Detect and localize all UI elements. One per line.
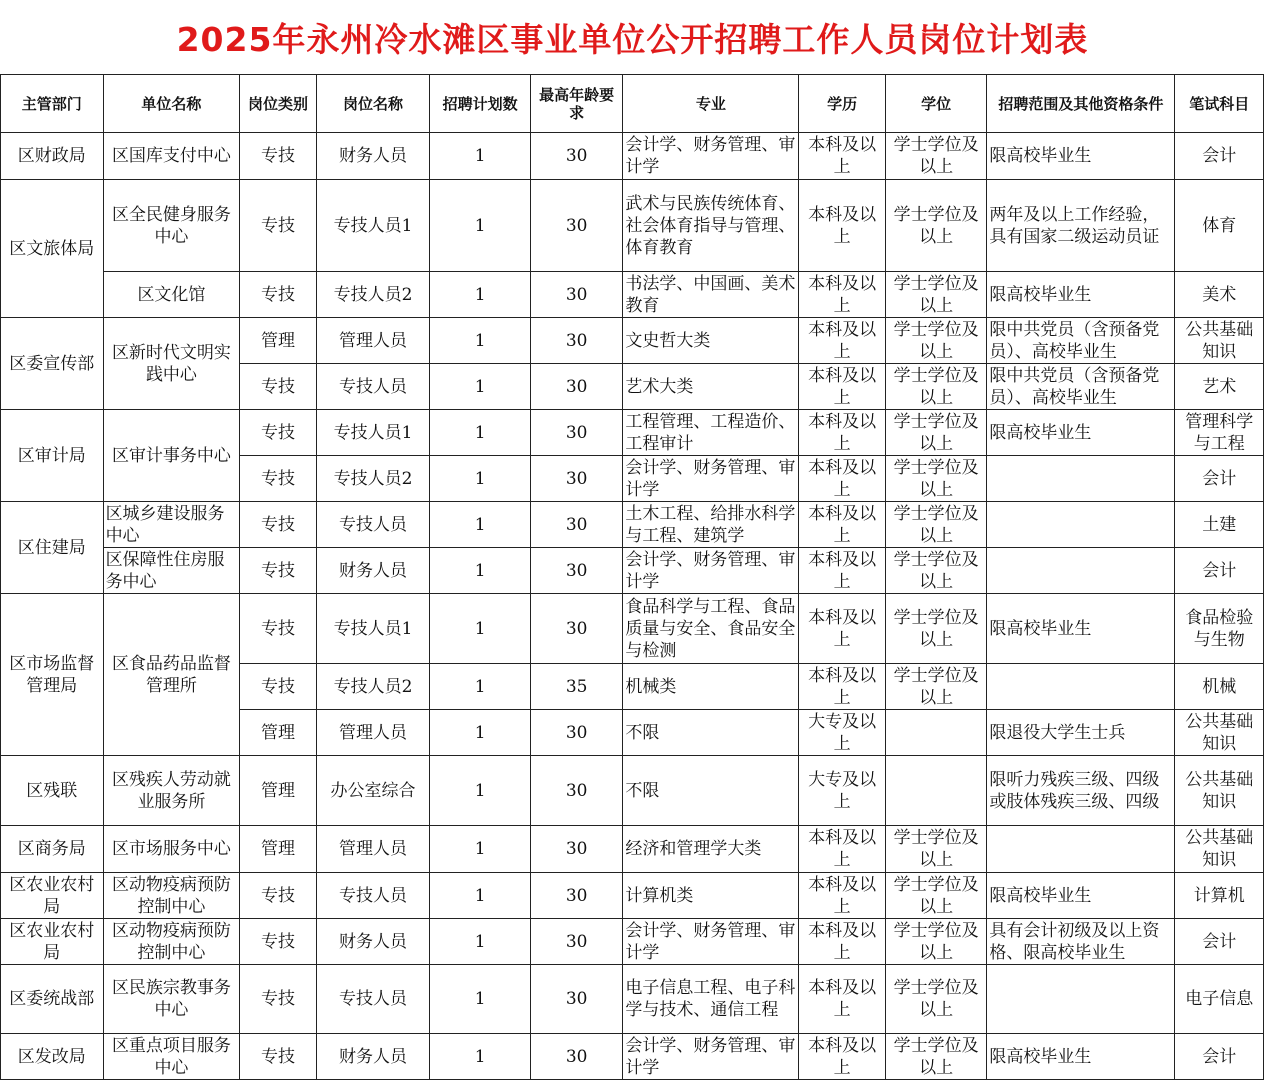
unit-cell: 区动物疫病预防控制中心 [103, 873, 240, 919]
subject-cell: 会计 [1175, 133, 1264, 180]
degree-cell: 学士学位及以上 [885, 919, 987, 965]
scope-cell [987, 456, 1175, 502]
edu-cell: 大专及以上 [799, 756, 885, 826]
scope-cell: 两年及以上工作经验，具有国家二级运动员证 [987, 180, 1175, 272]
age-cell: 30 [530, 272, 623, 318]
table-row [1, 502, 1264, 548]
count-cell: 1 [430, 502, 531, 548]
category-cell: 专技 [240, 364, 316, 410]
table-row [1, 756, 1264, 826]
degree-cell: 学士学位及以上 [885, 502, 987, 548]
subject-cell: 公共基础知识 [1175, 710, 1264, 756]
age-cell: 30 [530, 502, 623, 548]
column-header: 招聘计划数 [430, 75, 531, 133]
degree-cell: 学士学位及以上 [885, 456, 987, 502]
subject-cell: 计算机 [1175, 873, 1264, 919]
scope-cell: 限听力残疾三级、四级或肢体残疾三级、四级 [987, 756, 1175, 826]
unit-cell: 区保障性住房服务中心 [103, 548, 240, 594]
edu-cell: 本科及以上 [799, 664, 885, 710]
degree-cell: 学士学位及以上 [885, 364, 987, 410]
count-cell: 1 [430, 272, 531, 318]
degree-cell: 学士学位及以上 [885, 318, 987, 364]
subject-cell: 土建 [1175, 502, 1264, 548]
age-cell: 30 [530, 919, 623, 965]
degree-cell [885, 756, 987, 826]
age-cell: 30 [530, 133, 623, 180]
age-cell: 30 [530, 1034, 623, 1080]
scope-cell [987, 664, 1175, 710]
dept-cell: 区委统战部 [1, 965, 104, 1034]
major-cell: 计算机类 [623, 873, 799, 919]
column-header: 笔试科目 [1175, 75, 1264, 133]
degree-cell: 学士学位及以上 [885, 594, 987, 664]
age-cell: 30 [530, 180, 623, 272]
category-cell: 专技 [240, 410, 316, 456]
dept-cell: 区财政局 [1, 133, 104, 180]
age-cell: 30 [530, 318, 623, 364]
count-cell: 1 [430, 710, 531, 756]
scope-cell: 限高校毕业生 [987, 873, 1175, 919]
column-header: 岗位类别 [240, 75, 316, 133]
major-cell: 不限 [623, 710, 799, 756]
subject-cell: 公共基础知识 [1175, 756, 1264, 826]
dept-cell: 区住建局 [1, 502, 104, 594]
degree-cell: 学士学位及以上 [885, 965, 987, 1034]
scope-cell: 限退役大学生士兵 [987, 710, 1175, 756]
subject-cell: 机械 [1175, 664, 1264, 710]
unit-cell: 区国库支付中心 [103, 133, 240, 180]
post-cell: 财务人员 [316, 548, 430, 594]
edu-cell: 大专及以上 [799, 710, 885, 756]
degree-cell: 学士学位及以上 [885, 410, 987, 456]
major-cell: 艺术大类 [623, 364, 799, 410]
category-cell: 专技 [240, 664, 316, 710]
scope-cell: 具有会计初级及以上资格、限高校毕业生 [987, 919, 1175, 965]
header-row [1, 75, 1264, 133]
count-cell: 1 [430, 756, 531, 826]
scope-cell [987, 502, 1175, 548]
post-cell: 专技人员 [316, 965, 430, 1034]
subject-cell: 会计 [1175, 1034, 1264, 1080]
major-cell: 机械类 [623, 664, 799, 710]
post-cell: 管理人员 [316, 826, 430, 873]
major-cell: 会计学、财务管理、审计学 [623, 548, 799, 594]
count-cell: 1 [430, 873, 531, 919]
degree-cell: 学士学位及以上 [885, 133, 987, 180]
edu-cell: 本科及以上 [799, 502, 885, 548]
page-title: 2025年永州冷水滩区事业单位公开招聘工作人员岗位计划表 [176, 19, 1089, 59]
post-cell: 财务人员 [316, 919, 430, 965]
column-header: 学位 [885, 75, 987, 133]
major-cell: 电子信息工程、电子科学与技术、通信工程 [623, 965, 799, 1034]
scope-cell: 限高校毕业生 [987, 594, 1175, 664]
edu-cell: 本科及以上 [799, 826, 885, 873]
subject-cell: 食品检验与生物 [1175, 594, 1264, 664]
major-cell: 会计学、财务管理、审计学 [623, 919, 799, 965]
category-cell: 专技 [240, 133, 316, 180]
edu-cell: 本科及以上 [799, 364, 885, 410]
dept-cell: 区文旅体局 [1, 180, 104, 318]
major-cell: 文史哲大类 [623, 318, 799, 364]
table-row [1, 826, 1264, 873]
age-cell: 30 [530, 710, 623, 756]
post-cell: 管理人员 [316, 710, 430, 756]
dept-cell: 区商务局 [1, 826, 104, 873]
category-cell: 专技 [240, 548, 316, 594]
count-cell: 1 [430, 548, 531, 594]
category-cell: 管理 [240, 756, 316, 826]
subject-cell: 会计 [1175, 548, 1264, 594]
age-cell: 30 [530, 594, 623, 664]
unit-cell: 区城乡建设服务中心 [103, 502, 240, 548]
table-row [1, 133, 1264, 180]
degree-cell: 学士学位及以上 [885, 272, 987, 318]
dept-cell: 区农业农村局 [1, 873, 104, 919]
age-cell: 30 [530, 756, 623, 826]
table-row [1, 318, 1264, 364]
age-cell: 30 [530, 826, 623, 873]
edu-cell: 本科及以上 [799, 318, 885, 364]
subject-cell: 管理科学与工程 [1175, 410, 1264, 456]
edu-cell: 本科及以上 [799, 548, 885, 594]
post-cell: 专技人员1 [316, 594, 430, 664]
scope-cell [987, 548, 1175, 594]
age-cell: 30 [530, 364, 623, 410]
edu-cell: 本科及以上 [799, 873, 885, 919]
unit-cell: 区重点项目服务中心 [103, 1034, 240, 1080]
unit-cell: 区文化馆 [103, 272, 240, 318]
count-cell: 1 [430, 965, 531, 1034]
post-cell: 专技人员 [316, 873, 430, 919]
degree-cell: 学士学位及以上 [885, 873, 987, 919]
category-cell: 管理 [240, 318, 316, 364]
major-cell: 会计学、财务管理、审计学 [623, 1034, 799, 1080]
category-cell: 专技 [240, 965, 316, 1034]
table-row [1, 180, 1264, 272]
table-row [1, 873, 1264, 919]
category-cell: 管理 [240, 826, 316, 873]
post-cell: 专技人员2 [316, 272, 430, 318]
major-cell: 食品科学与工程、食品质量与安全、食品安全与检测 [623, 594, 799, 664]
recruitment-table [0, 74, 1264, 1080]
subject-cell: 美术 [1175, 272, 1264, 318]
column-header: 主管部门 [1, 75, 104, 133]
dept-cell: 区发改局 [1, 1034, 104, 1080]
post-cell: 专技人员2 [316, 664, 430, 710]
count-cell: 1 [430, 364, 531, 410]
dept-cell: 区农业农村局 [1, 919, 104, 965]
table-row [1, 919, 1264, 965]
unit-cell: 区审计事务中心 [103, 410, 240, 502]
column-header: 招聘范围及其他资格条件 [987, 75, 1175, 133]
post-cell: 财务人员 [316, 1034, 430, 1080]
count-cell: 1 [430, 919, 531, 965]
major-cell: 不限 [623, 756, 799, 826]
count-cell: 1 [430, 456, 531, 502]
scope-cell: 限高校毕业生 [987, 272, 1175, 318]
edu-cell: 本科及以上 [799, 965, 885, 1034]
unit-cell: 区食品药品监督管理所 [103, 594, 240, 756]
degree-cell: 学士学位及以上 [885, 1034, 987, 1080]
unit-cell: 区动物疫病预防控制中心 [103, 919, 240, 965]
dept-cell: 区市场监督管理局 [1, 594, 104, 756]
category-cell: 专技 [240, 272, 316, 318]
major-cell: 武术与民族传统体育、社会体育指导与管理、体育教育 [623, 180, 799, 272]
post-cell: 专技人员2 [316, 456, 430, 502]
subject-cell: 公共基础知识 [1175, 318, 1264, 364]
count-cell: 1 [430, 180, 531, 272]
age-cell: 30 [530, 548, 623, 594]
unit-cell: 区残疾人劳动就业服务所 [103, 756, 240, 826]
count-cell: 1 [430, 664, 531, 710]
edu-cell: 本科及以上 [799, 133, 885, 180]
subject-cell: 体育 [1175, 180, 1264, 272]
post-cell: 专技人员1 [316, 410, 430, 456]
major-cell: 书法学、中国画、美术教育 [623, 272, 799, 318]
table-row [1, 548, 1264, 594]
unit-cell: 区新时代文明实践中心 [103, 318, 240, 410]
category-cell: 专技 [240, 502, 316, 548]
post-cell: 管理人员 [316, 318, 430, 364]
category-cell: 专技 [240, 873, 316, 919]
edu-cell: 本科及以上 [799, 919, 885, 965]
table-row [1, 410, 1264, 456]
dept-cell: 区委宣传部 [1, 318, 104, 410]
table-row [1, 594, 1264, 664]
edu-cell: 本科及以上 [799, 1034, 885, 1080]
post-cell: 专技人员 [316, 364, 430, 410]
subject-cell: 会计 [1175, 456, 1264, 502]
category-cell: 专技 [240, 594, 316, 664]
unit-cell: 区民族宗教事务中心 [103, 965, 240, 1034]
edu-cell: 本科及以上 [799, 410, 885, 456]
count-cell: 1 [430, 826, 531, 873]
edu-cell: 本科及以上 [799, 180, 885, 272]
major-cell: 工程管理、工程造价、工程审计 [623, 410, 799, 456]
age-cell: 30 [530, 965, 623, 1034]
post-cell: 专技人员1 [316, 180, 430, 272]
unit-cell: 区全民健身服务中心 [103, 180, 240, 272]
column-header: 单位名称 [103, 75, 240, 133]
degree-cell: 学士学位及以上 [885, 664, 987, 710]
degree-cell: 学士学位及以上 [885, 548, 987, 594]
count-cell: 1 [430, 1034, 531, 1080]
post-cell: 财务人员 [316, 133, 430, 180]
table-row [1, 1034, 1264, 1080]
major-cell: 经济和管理学大类 [623, 826, 799, 873]
scope-cell: 限中共党员（含预备党员）、高校毕业生 [987, 364, 1175, 410]
subject-cell: 电子信息 [1175, 965, 1264, 1034]
column-header: 专业 [623, 75, 799, 133]
major-cell: 会计学、财务管理、审计学 [623, 456, 799, 502]
edu-cell: 本科及以上 [799, 272, 885, 318]
scope-cell [987, 965, 1175, 1034]
major-cell: 土木工程、给排水科学与工程、建筑学 [623, 502, 799, 548]
scope-cell: 限高校毕业生 [987, 1034, 1175, 1080]
count-cell: 1 [430, 133, 531, 180]
count-cell: 1 [430, 410, 531, 456]
subject-cell: 公共基础知识 [1175, 826, 1264, 873]
scope-cell: 限中共党员（含预备党员）、高校毕业生 [987, 318, 1175, 364]
dept-cell: 区审计局 [1, 410, 104, 502]
category-cell: 专技 [240, 919, 316, 965]
degree-cell: 学士学位及以上 [885, 826, 987, 873]
degree-cell: 学士学位及以上 [885, 180, 987, 272]
category-cell: 专技 [240, 1034, 316, 1080]
subject-cell: 艺术 [1175, 364, 1264, 410]
post-cell: 专技人员 [316, 502, 430, 548]
subject-cell: 会计 [1175, 919, 1264, 965]
age-cell: 30 [530, 873, 623, 919]
column-header: 最高年龄要求 [530, 75, 623, 133]
edu-cell: 本科及以上 [799, 594, 885, 664]
category-cell: 专技 [240, 180, 316, 272]
scope-cell: 限高校毕业生 [987, 133, 1175, 180]
dept-cell: 区残联 [1, 756, 104, 826]
unit-cell: 区市场服务中心 [103, 826, 240, 873]
scope-cell [987, 826, 1175, 873]
age-cell: 30 [530, 456, 623, 502]
degree-cell [885, 710, 987, 756]
scope-cell: 限高校毕业生 [987, 410, 1175, 456]
table-row [1, 965, 1264, 1034]
post-cell: 办公室综合 [316, 756, 430, 826]
count-cell: 1 [430, 318, 531, 364]
column-header: 学历 [799, 75, 885, 133]
age-cell: 30 [530, 410, 623, 456]
column-header: 岗位名称 [316, 75, 430, 133]
major-cell: 会计学、财务管理、审计学 [623, 133, 799, 180]
table-row [1, 272, 1264, 318]
category-cell: 专技 [240, 456, 316, 502]
category-cell: 管理 [240, 710, 316, 756]
age-cell: 35 [530, 664, 623, 710]
edu-cell: 本科及以上 [799, 456, 885, 502]
count-cell: 1 [430, 594, 531, 664]
